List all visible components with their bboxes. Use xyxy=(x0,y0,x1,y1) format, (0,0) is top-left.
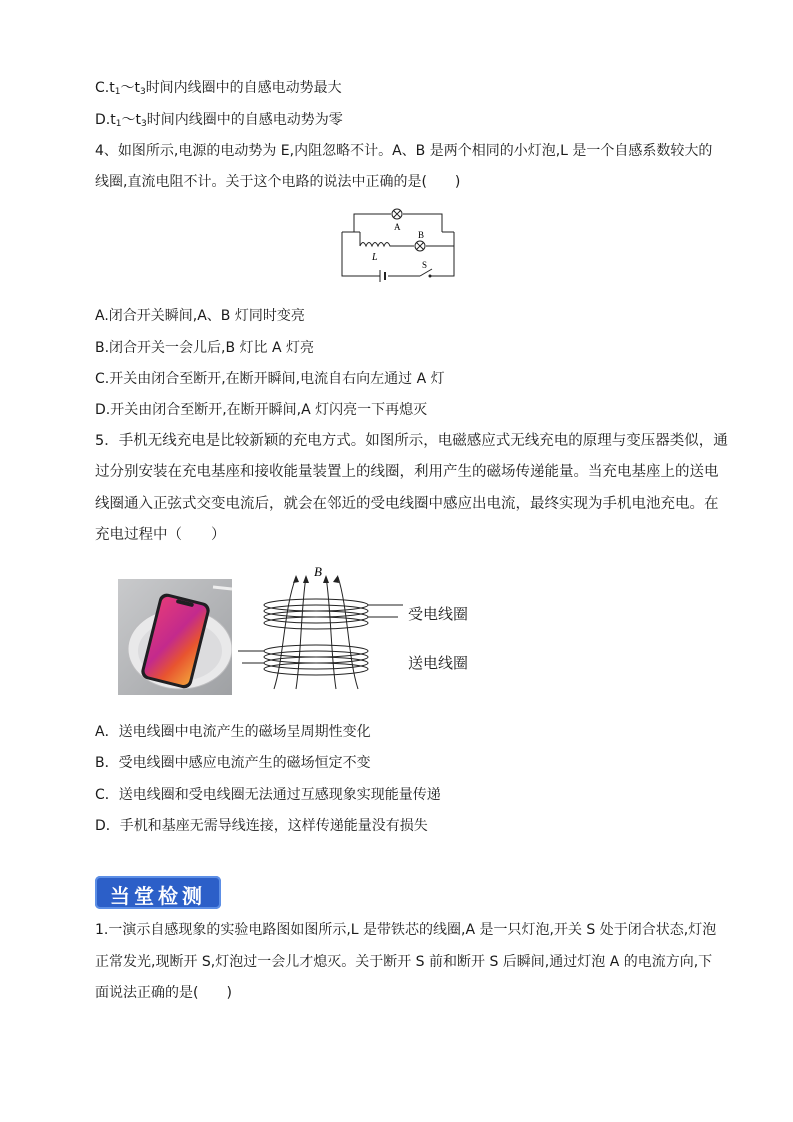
q5-stem-line-2: 过分别安装在充电基座和接收能量装置上的线圈，利用产生的磁场传递能量。当充电基座上的送电 xyxy=(95,464,719,480)
q3-option-d: $D.t_1\sim t_3$时间内线圈中的自感电动势为零 xyxy=(95,112,343,129)
section-title-badge xyxy=(95,876,221,909)
phone-charger-photo xyxy=(118,579,232,695)
check1-line-1: 1.一演示自感现象的实验电路图如图所示,L 是带铁芯的线圈,A 是一只灯泡,开关 S 处于闭合状态,灯泡 xyxy=(95,922,717,938)
q3-option-c: $C.t_1\sim t_3$时间内线圈中的自感电动势最大 xyxy=(95,80,342,97)
label-s: S xyxy=(422,260,428,270)
q5-option-b: B．受电线圈中感应电流产生的磁场恒定不变 xyxy=(95,755,371,771)
q5-option-a: A．送电线圈中电流产生的磁场呈周期性变化 xyxy=(95,724,371,740)
q5-stem-line-3: 线圈通入正弦式交变电流后，就会在邻近的受电线圈中感应出电流，最终实现为手机电池充电。在 xyxy=(95,496,719,512)
section-title: 当堂检测 xyxy=(110,884,206,908)
check1-line-3: 面说法正确的是( ) xyxy=(95,985,232,1001)
label-b: B xyxy=(418,230,425,240)
q4-option-c: C.开关由闭合至断开,在断开瞬间,电流自右向左通过 A 灯 xyxy=(95,371,445,387)
q5-stem-line-4: 充电过程中（ ） xyxy=(95,527,226,543)
q4-option-a: A.闭合开关瞬间,A、B 灯同时变亮 xyxy=(95,308,305,324)
q4-stem-line-1: 4、如图所示,电源的电动势为 E,内阻忽略不计。A、B 是两个相同的小灯泡,L 是一个自感系数较大的 xyxy=(95,143,713,159)
q4-circuit-diagram xyxy=(336,206,460,284)
sender-coil-label: 送电线圈 xyxy=(408,654,469,672)
q5-option-c: C．送电线圈和受电线圈无法通过互感现象实现能量传递 xyxy=(95,787,441,803)
lamp-a-symbol xyxy=(392,209,402,219)
q4-option-d: D.开关由闭合至断开,在断开瞬间,A 灯闪亮一下再熄灭 xyxy=(95,402,428,418)
label-a: A xyxy=(394,222,401,232)
q4-option-b: B.闭合开关一会儿后,B 灯比 A 灯亮 xyxy=(95,340,315,356)
label-l: L xyxy=(372,252,378,263)
q5-stem-line-1: 5．手机无线充电是比较新颖的充电方式。如图所示，电磁感应式无线充电的原理与变压器类似，通 xyxy=(95,433,728,449)
coil-field-diagram xyxy=(238,563,408,693)
field-label-b: B xyxy=(314,564,322,579)
q5-option-d: D．手机和基座无需导线连接，这样传递能量没有损失 xyxy=(95,818,428,834)
lamp-b-symbol xyxy=(415,241,425,251)
check1-line-2: 正常发光,现断开 S,灯泡过一会儿才熄灭。关于断开 S 前和断开 S 后瞬间,通过灯泡 A 的电流方向,下 xyxy=(95,954,713,970)
receiver-coil-label: 受电线圈 xyxy=(408,605,469,623)
q4-stem-line-2: 线圈,直流电阻不计。关于这个电路的说法中正确的是( ) xyxy=(95,174,461,190)
